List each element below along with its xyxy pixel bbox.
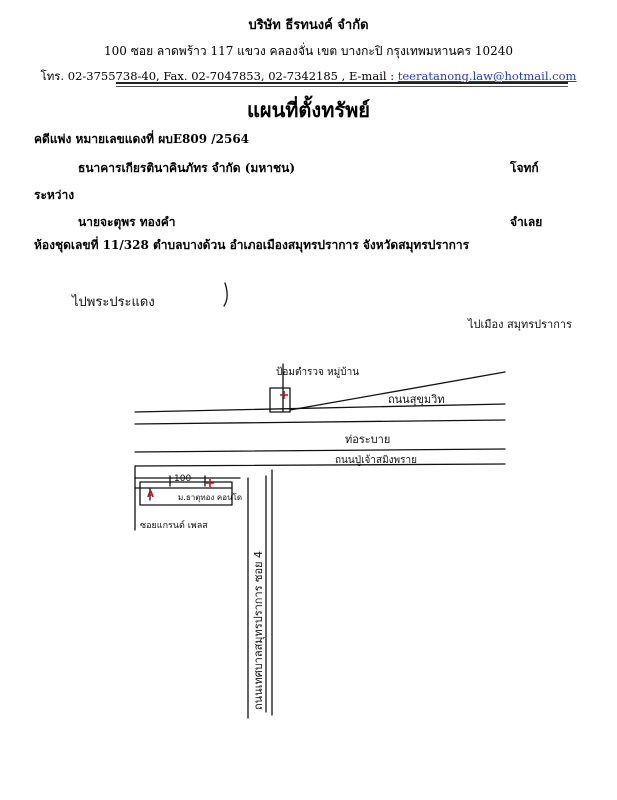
plaintiff-role: โจทก์ xyxy=(510,161,539,175)
sketch-arc xyxy=(224,283,227,306)
road-line-3 xyxy=(135,449,505,452)
label-distance: 100 xyxy=(174,474,192,484)
label-soi: ซอยแกรนด์ เพลส xyxy=(140,521,208,531)
company-address: 100 ซอย ลาดพร้าว 117 แขวง คลองจั่น เขต บางกะปิ กรุงเทพมหานคร 10240 xyxy=(104,44,513,58)
property-address: ห้องชุดเลขที่ 11/328 ตำบลบางด้วน อำเภอเมืองสมุทรปราการ จังหวัดสมุทรปราการ xyxy=(34,238,470,252)
plaintiff-name: ธนาคารเกียรตินาคินภัทร จำกัด (มหาชน) xyxy=(78,161,295,175)
email-link[interactable]: teeratanong.law@hotmail.com xyxy=(397,69,577,83)
contact-text: โทร. 02-3755738-40, Fax. 02-7047853, 02-7342185 , E-mail : xyxy=(40,69,395,83)
label-drainage: ท่อระบาย xyxy=(345,433,391,446)
label-to-samut-prakan: ไปเมือง สมุทรปราการ xyxy=(468,318,572,331)
red-marker-property xyxy=(206,479,214,487)
label-police-box: ป้อมตำรวจ หมู่บ้าน xyxy=(276,367,360,378)
between-label: ระหว่าง xyxy=(34,188,75,202)
defendant-role: จำเลย xyxy=(510,215,543,229)
page-title: แผนที่ตั้งทรัพย์ xyxy=(246,98,371,122)
marker-a: A xyxy=(147,490,154,500)
label-second-road: ถนนปู่เจ้าสมิงพราย xyxy=(335,455,417,466)
label-vertical-road: ถนนเทศบาลสมุทรปราการ ซอย 4 xyxy=(252,550,265,710)
label-sukhumvit: ถนนสุขุมวิท xyxy=(388,393,445,406)
company-name: บริษัท ธีรทนงค์ จำกัด xyxy=(248,18,369,33)
defendant-name: นายจะตุพร ทองคำ xyxy=(78,215,176,229)
label-condo: ม.ธาตุทอง คอนโด xyxy=(178,493,243,502)
label-to-phra-pradaeng: ไปพระประแดง xyxy=(72,295,155,310)
road-line-4 xyxy=(135,464,505,466)
red-marker-police xyxy=(280,391,288,399)
case-number: คดีแพ่ง หมายเลขแดงที่ ผบE809 /2564 xyxy=(34,132,250,146)
road-line-2 xyxy=(135,420,505,424)
